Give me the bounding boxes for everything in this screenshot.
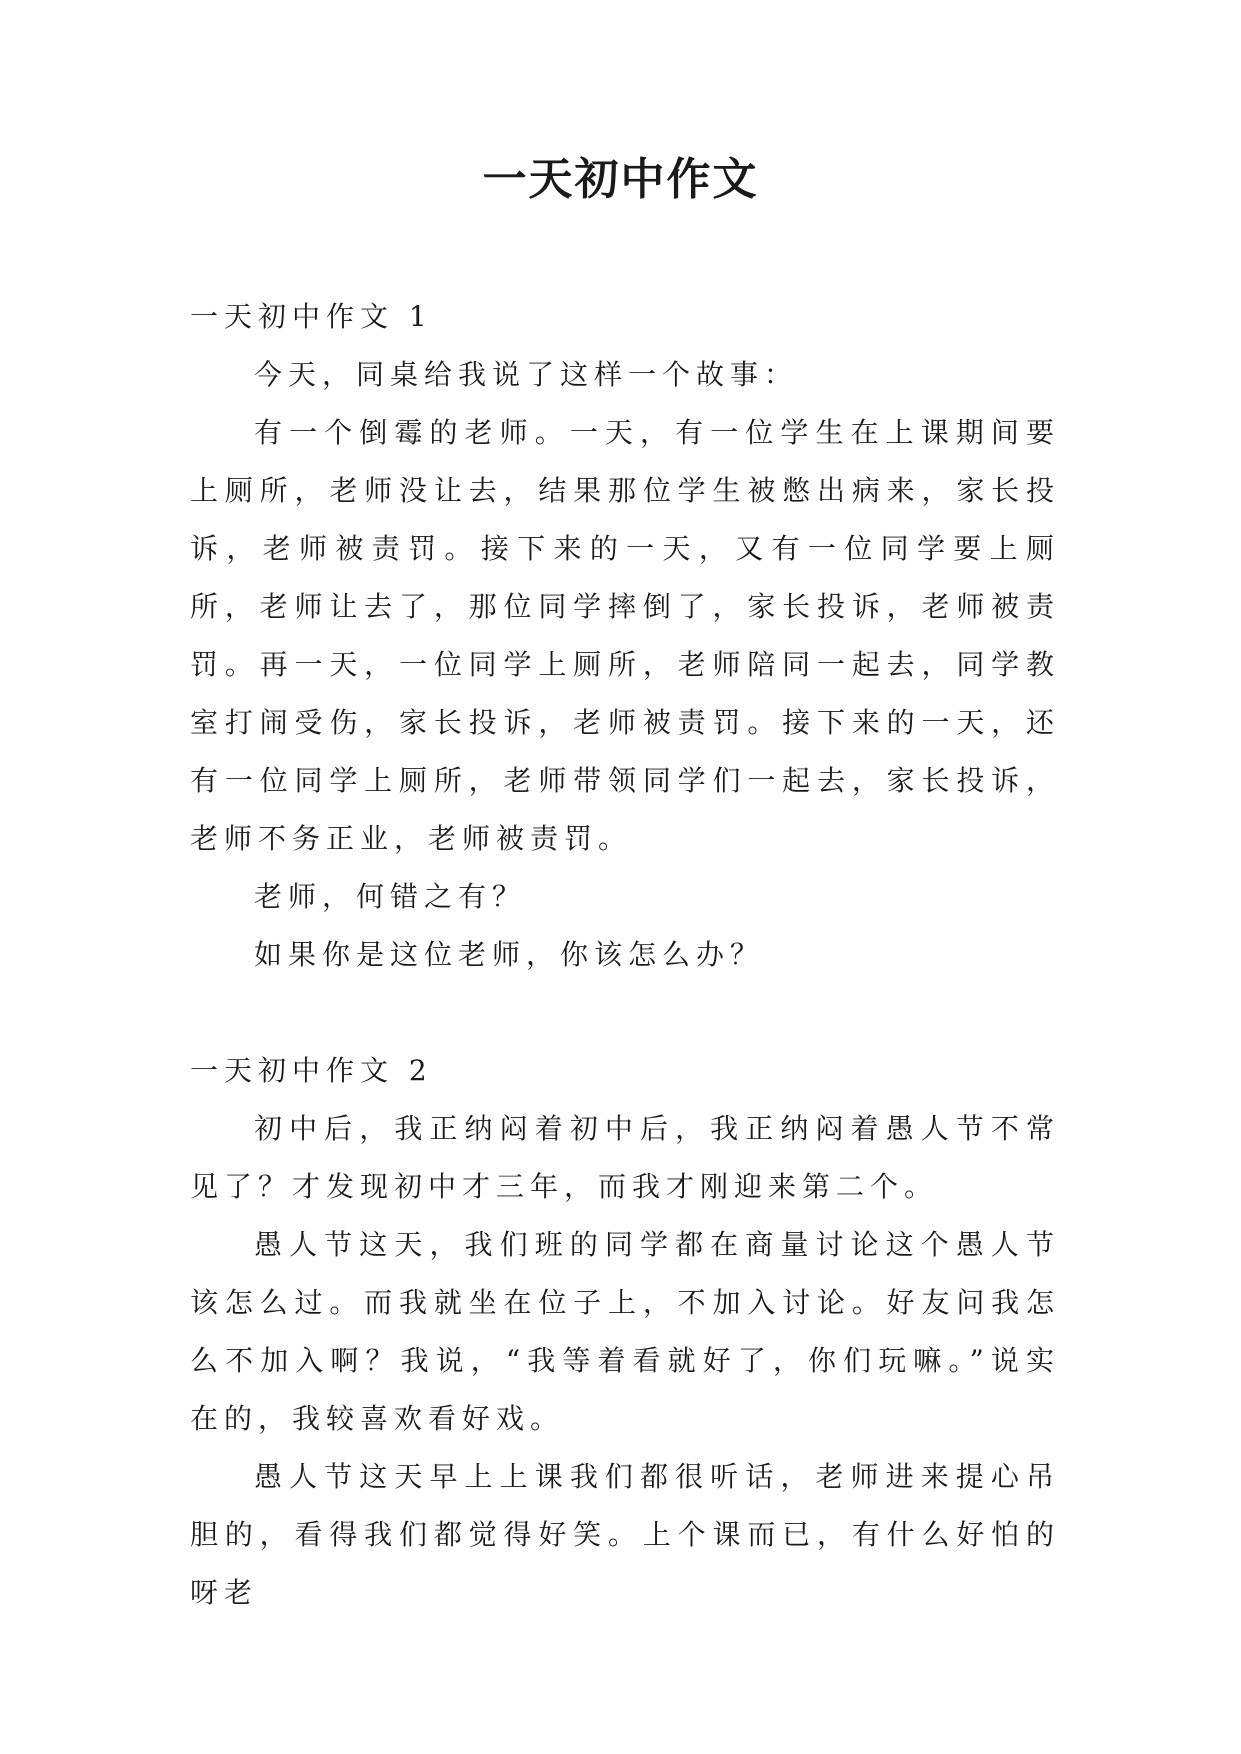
paragraph: 有一个倒霉的老师。一天，有一位学生在上课期间要上厕所，老师没让去，结果那位学生被憋出病来，家长投诉，老师被责罚。接下来的一天，又有一位同学要上厕所，老师让去了，那位同学摔倒了，家长投诉，老师被责罚。再一天，一位同学上厕所，老师陪同一起去，同学教室打闹受伤，家长投诉，老师被责罚。接下来的一天，还有一位同学上厕所，老师带领同学们一起去，家长投诉，老师不务正业，老师被责罚。 <box>190 416 1060 855</box>
essay-section-1 <box>190 288 1060 984</box>
paragraph: 愚人节这天，我们班的同学都在商量讨论这个愚人节该怎么过。而我就坐在位子上，不加入讨论。好友问我怎么不加入啊？我说，“我等着看就好了，你们玩嘛。”说实在的，我较喜欢看好戏。 <box>190 1228 1060 1435</box>
paragraph: 老师，何错之有？ <box>254 880 527 913</box>
paragraph: 愚人节这天早上上课我们都很听话，老师进来提心吊胆的，看得我们都觉得好笑。上个课而已，有什么好怕的呀老 <box>190 1460 1060 1609</box>
paragraph: 如果你是这位老师，你该怎么办？ <box>254 938 765 971</box>
section-heading: 一天初中作文 1 <box>190 300 433 333</box>
paragraph: 今天，同桌给我说了这样一个故事： <box>254 358 799 391</box>
paragraph: 初中后，我正纳闷着初中后，我正纳闷着愚人节不常见了？才发现初中才三年，而我才刚迎来第二个。 <box>190 1112 1060 1203</box>
document-title: 一天初中作文 <box>482 154 759 205</box>
document-body <box>190 288 1060 1622</box>
essay-section-2 <box>190 1042 1060 1622</box>
section-heading: 一天初中作文 2 <box>190 1054 433 1087</box>
